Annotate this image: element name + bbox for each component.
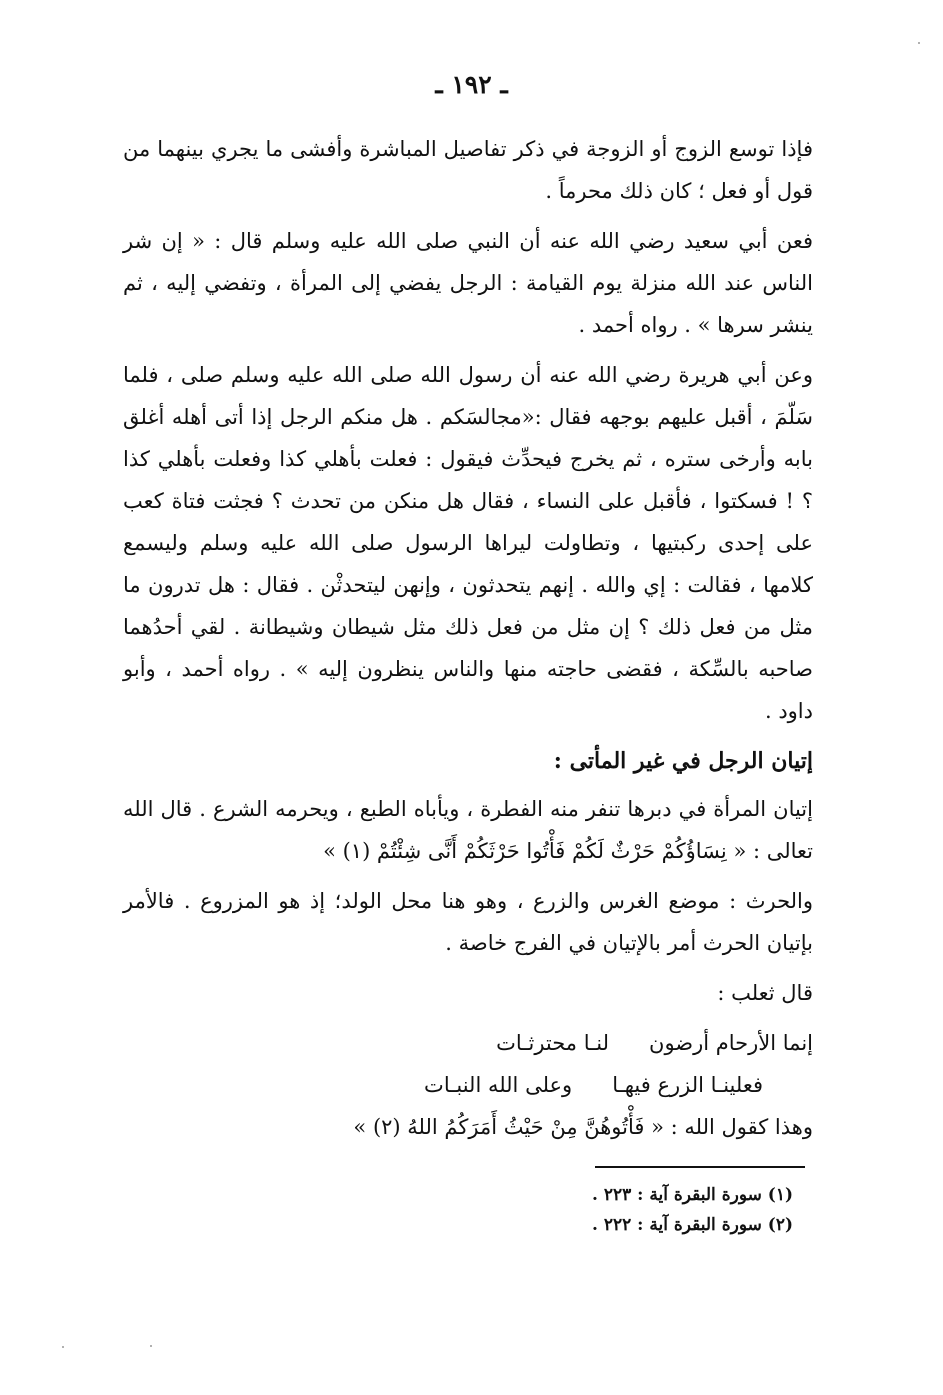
poem-line (123, 1022, 813, 1064)
scan-speck (918, 42, 920, 44)
footnote: (٢) سورة البقرة آية : ٢٢٢ . (592, 1215, 793, 1235)
main-text (123, 128, 813, 1156)
section-heading: إتيان الرجل في غير المأتى : (553, 748, 813, 774)
footnote: (١) سورة البقرة آية : ٢٢٣ . (592, 1185, 793, 1205)
page-number: ـ ١٩٢ ـ (435, 70, 508, 99)
paragraph: فعن أبي سعيد رضي الله عنه أن النبي صلى الله عليه وسلم قال : « إن شر الناس عند الله منزلة يوم القيامة : الرجل يفضي إلى المرأة ، وتفضي إليه ، ثم ينشر سرها » . رواه أحمد . (123, 229, 813, 337)
poem-intro: قال ثعلب : (717, 981, 813, 1005)
scan-speck (62, 1346, 64, 1348)
footnotes (393, 1180, 793, 1240)
poem (123, 1022, 813, 1106)
poem-hemistich: فعلينـا الزرع فيهـا (612, 1073, 763, 1097)
scan-speck (150, 1345, 152, 1347)
footnote-divider (595, 1166, 805, 1168)
poem-hemistich: لنـا محترثـات (496, 1031, 610, 1055)
paragraph: والحرث : موضع الغرس والزرع ، وهو هنا محل الولد؛ إذ هو المزروع . فالأمر بإتيان الحرث أمر بالإتيان في الفرج خاصة . (123, 889, 813, 955)
paragraph: وعن أبي هريرة رضي الله عنه أن رسول الله صلى الله عليه وسلم صلى ، فلما سَلّمَ ، أقبل عليهم بوجهه فقال :«مجالسَكم . هل منكم الرجل إذا أتى أهله أغلق بابه وأرخى ستره ، ثم يخرج فيحدِّث فيقول : فعلت بأهلي كذا وفعلت بأهلي كذا ؟ ! فسكتوا ، فأقبل على النساء ، فقال هل منكن من تحدث ؟ فجثت فتاة كعب على إحدى ركبتيها ، وتطاولت ليراها الرسول صلى الله عليه وسلم وليسمع كلامها ، فقالت : إي والله . إنهم يتحدثون ، وإنهن ليتحدثْن . فقال : هل تدرون ما مثل من فعل ذلك ؟ إن مثل من فعل ذلك مثل شيطان وشيطانة . لقي أحدُهما صاحبه بالسِّكة ، فقضى حاجته منها والناس ينظرون إليه » . رواه أحمد ، وأبو داود . (123, 363, 813, 723)
paragraph: فإذا توسع الزوج أو الزوجة في ذكر تفاصيل المباشرة وأفشى ما يجري بينهما من قول أو فعل ؛ كان ذلك محرماً . (123, 137, 813, 203)
poem-hemistich: إنما الأرحام أرضون (649, 1031, 813, 1055)
poem-hemistich: وعلى الله النبـات (424, 1073, 573, 1097)
closing-verse: وهذا كقول الله : « فَأْتُوهُنَّ مِنْ حَيْثُ أَمَرَكُمُ اللهُ (٢) » (353, 1115, 813, 1139)
poem-line (123, 1064, 813, 1106)
paragraph: إتيان المرأة في دبرها تنفر منه الفطرة ، ويأباه الطبع ، ويحرمه الشرع . قال الله تعالى : « نِسَاؤُكُمْ حَرْثٌ لَكُمْ فَأْتُوا حَرْثَكُمْ أَنَّى شِئْتُمْ (١) » (123, 797, 813, 863)
